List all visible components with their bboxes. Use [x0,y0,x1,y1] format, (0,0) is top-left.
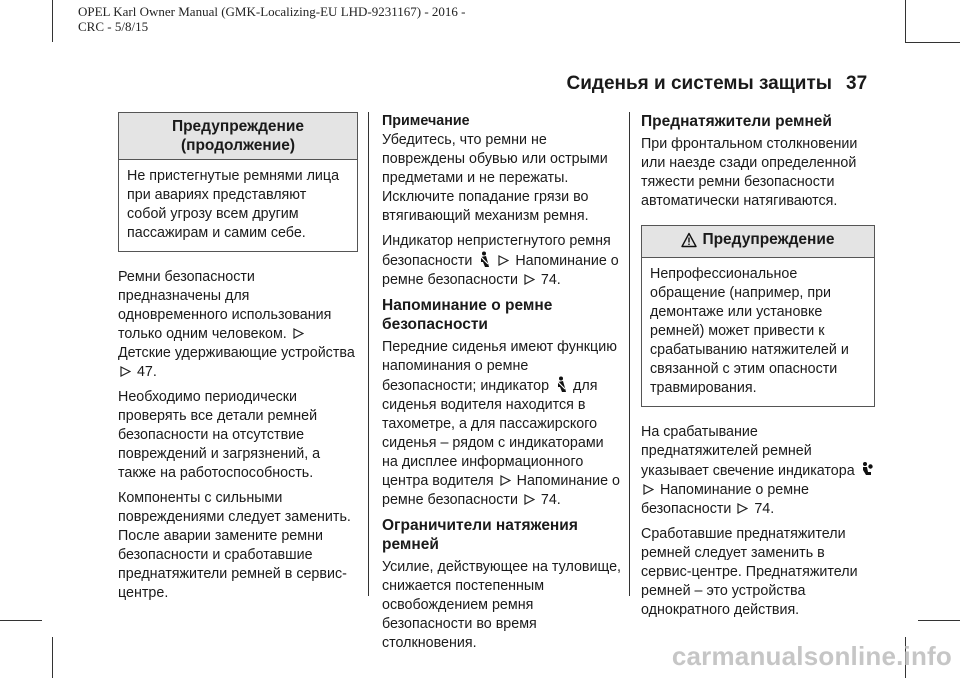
watermark: carmanualsonline.info [671,641,952,671]
warning-title-continued: (продолжение) [180,137,296,154]
paragraph-text: Передние сиденья имеют функцию напоминания о ремне безопасности; индикатор [382,339,617,394]
airbag-indicator-icon [861,461,873,478]
page-number: 37 [846,73,868,94]
warning-header [119,113,357,160]
crop-mark [918,620,960,621]
paragraph [382,338,622,510]
crop-mark [905,42,960,43]
arrow-reference-icon [524,494,535,505]
document-header-line: CRC - 5/8/15 [78,19,149,34]
arrow-reference-icon [524,274,535,285]
warning-box [641,225,875,407]
paragraph [118,268,358,382]
page-reference[interactable]: 74. [754,500,775,517]
arrow-reference-icon [293,328,304,339]
paragraph: Необходимо периодически проверять все детали ремней безопасности на отсутствие повреждений и загрязнений, а также на работоспособность. [118,389,321,481]
page-reference[interactable]: 74. [540,272,561,288]
arrow-reference-icon [498,255,509,266]
page-reference[interactable]: 47. [136,364,157,380]
cross-reference-link[interactable]: Напоминание о ремне безопасности [641,481,809,517]
warning-box [118,112,358,252]
warning-text: Непрофессиональное обращение (например, при демонтаже или установке ремней) может привести к срабатыванию натяжителей и связанной с этим опасности травмирования. [650,265,849,396]
column-divider [629,112,630,596]
column-left [118,112,358,609]
crop-mark [905,0,906,42]
paragraph [641,423,875,519]
document-header [78,4,498,34]
crop-mark [0,620,42,621]
column-divider [368,112,369,596]
warning-triangle-icon [681,232,697,248]
paragraph-text: Ремни безопасности предназначены для одновременного использования только одним человеком. [118,269,332,342]
cross-reference-link[interactable]: Напоминание о ремне безопасности [382,253,619,288]
column-right [641,112,875,626]
page-reference[interactable]: 74. [540,492,561,508]
seatbelt-indicator-icon [478,251,490,268]
arrow-reference-icon [500,475,511,486]
seatbelt-indicator-icon [555,376,567,393]
crop-mark [52,0,53,42]
warning-title: Предупреждение [702,231,835,248]
paragraph: Усилие, действующее на туловище, снижается постепенным освобождением ремня безопасности во время столкновения. [382,559,622,651]
column-middle [382,112,622,659]
paragraph: Сработавшие преднатяжители ремней следует заменить в сервис-центре. Преднатяжители ремней – это устройства однократного действия. [641,525,858,618]
paragraph: При фронтальном столкновении или наезде сзади определенной тяжести ремни безопасности автоматически натягиваются. [641,136,858,209]
crop-mark [52,637,53,678]
arrow-reference-icon [120,366,131,377]
warning-title: Предупреждение [171,118,305,135]
note-text: Убедитесь, что ремни не повреждены обувью или острыми предметами и не пережаты. Исключите попадание грязи во втягивающий механизм ремня. [382,132,608,224]
cross-reference-link[interactable]: Детские удерживающие устройства [118,345,355,361]
warning-header [642,226,874,258]
paragraph [382,232,622,290]
cross-reference-link[interactable]: Напоминание о ремне безопасности [382,473,621,508]
paragraph-text: Индикатор непристегнутого ремня безопасности [382,233,611,269]
section-title: Сиденья и системы защиты [566,73,832,94]
document-header-line: OPEL Karl Owner Manual (GMK-Localizing-EU LHD-9231167) - 2016 - [78,4,466,19]
paragraph-text: На срабатывание преднатяжителей ремней указывает свечение индикатора [641,423,855,479]
paragraph-text: для сиденья водителя находится в тахометре, а для пассажирского сиденья – рядом с индикаторами на дисплее информационного центра водителя [382,378,604,489]
heading-load-limiters: Ограничители натяжения ремней [382,517,578,553]
arrow-reference-icon [737,503,748,514]
heading-pretensioners: Преднатяжители ремней [641,113,832,130]
paragraph: Компоненты с сильными повреждениями следует заменить. После аварии замените ремни безопасности и сработавшие преднатяжители ремней в сервис-центре. [118,490,351,601]
note-title: Примечание [382,113,470,129]
arrow-reference-icon [643,484,654,495]
heading-seatbelt-reminder: Напоминание о ремне безопасности [382,297,553,333]
warning-text: Не пристегнутые ремнями лица при авариях представляют собой угрозу всем другим пассажирам и самим себе. [127,168,340,241]
